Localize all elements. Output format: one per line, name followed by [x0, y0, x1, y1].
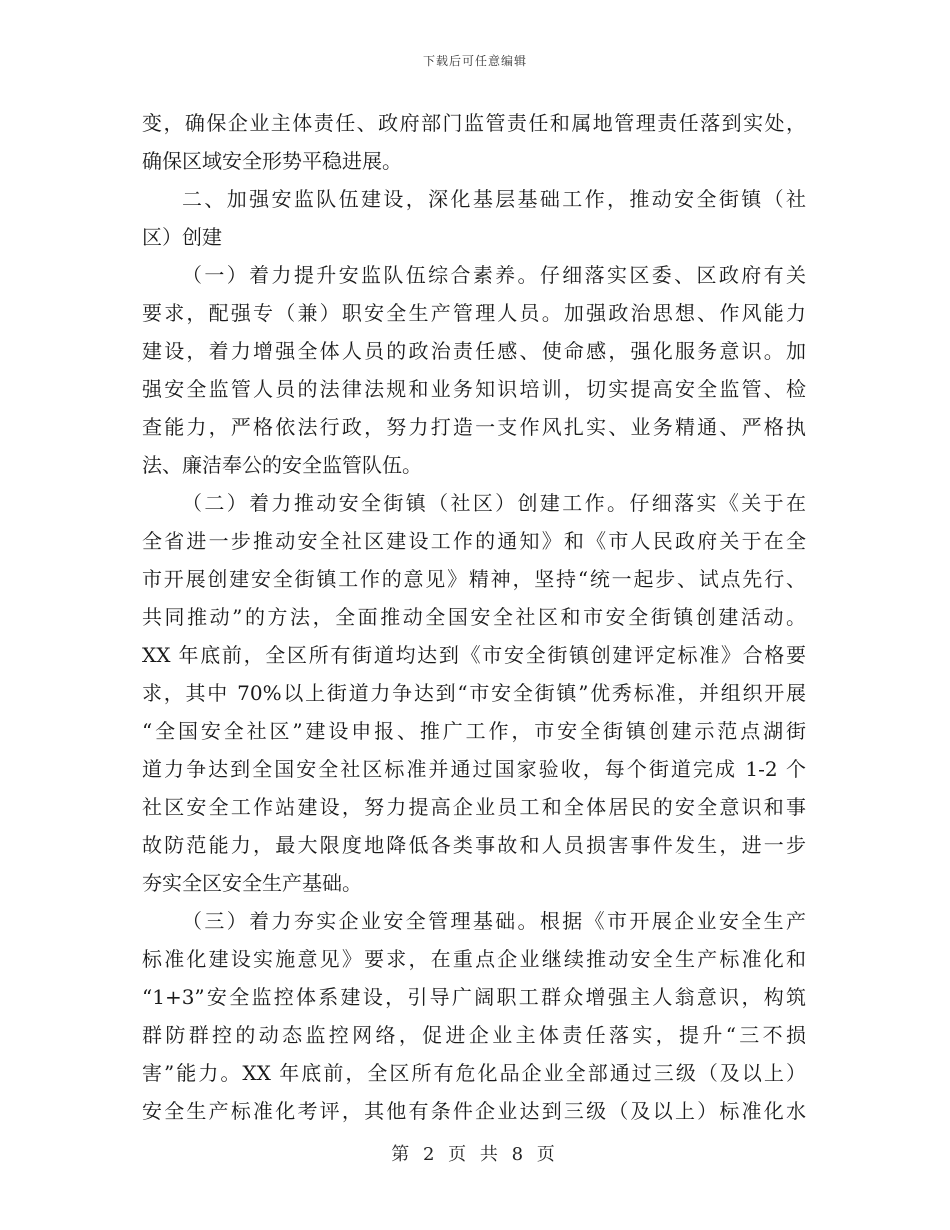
paragraph-line: 建设，着力增强全体人员的政治责任感、使命感，强化服务意识。加 — [142, 339, 806, 363]
paragraph-line: 标准化建设实施意见》要求，在重点企业继续推动安全生产标准化和 — [142, 947, 806, 971]
paragraph-line: （一）着力提升安监队伍综合素养。仔细落实区委、区政府有关 — [182, 263, 806, 287]
paragraph-line: 查能力，严格依法行政，努力打造一支作风扎实、业务精通、严格执 — [142, 415, 806, 439]
paragraph-line: 法、廉洁奉公的安全监管队伍。 — [142, 453, 422, 477]
paragraph — [142, 180, 806, 256]
paragraph-line: 安全生产标准化考评，其他有条件企业达到三级（及以上）标准化水 — [142, 1099, 806, 1123]
paragraph-line: 故防范能力，最大限度地降低各类事故和人员损害事件发生，进一步 — [142, 833, 806, 857]
document-body — [142, 104, 806, 1130]
paragraph-line: “全国安全社区”建设申报、推广工作，市安全街镇创建示范点湖街 — [142, 719, 806, 743]
paragraph-line: 共同推动”的方法，全面推动全国安全社区和市安全街镇创建活动。 — [142, 605, 806, 629]
paragraph-line: “1+3”安全监控体系建设，引导广阔职工群众增强主人翁意识，构筑 — [142, 985, 806, 1009]
paragraph — [142, 104, 806, 180]
paragraph — [142, 902, 806, 1130]
paragraph-line: （二）着力推动安全街镇（社区）创建工作。仔细落实《关于在 — [182, 491, 806, 515]
page-number-footer: 第 2 页 共 8 页 — [391, 1144, 559, 1165]
paragraph — [142, 484, 806, 902]
paragraph-line: 二、加强安监队伍建设，深化基层基础工作，推动安全街镇（社 — [182, 187, 806, 211]
page-header-note: 下载后可任意编辑 — [422, 54, 527, 68]
paragraph-line: 区）创建 — [142, 225, 222, 249]
paragraph-line: 全省进一步推动安全社区建设工作的通知》和《市人民政府关于在全 — [142, 529, 806, 553]
paragraph — [142, 256, 806, 484]
paragraph-line: 确保区域安全形势平稳进展。 — [142, 149, 402, 173]
paragraph-line: 强安全监管人员的法律法规和业务知识培训，切实提高安全监管、检 — [142, 377, 806, 401]
paragraph-line: 要求，配强专（兼）职安全生产管理人员。加强政治思想、作风能力 — [142, 301, 806, 325]
paragraph-line: 群防群控的动态监控网络，促进企业主体责任落实，提升“三不损 — [142, 1023, 806, 1047]
paragraph-line: 变，确保企业主体责任、政府部门监管责任和属地管理责任落到实处， — [142, 111, 806, 135]
paragraph-line: 求，其中 70%以上街道力争达到“市安全街镇”优秀标准，并组织开展 — [142, 681, 806, 705]
paragraph-line: 市开展创建安全街镇工作的意见》精神，坚持“统一起步、试点先行、 — [142, 567, 806, 591]
paragraph-line: （三）着力夯实企业安全管理基础。根据《市开展企业安全生产 — [182, 909, 806, 933]
paragraph-line: 夯实全区安全生产基础。 — [142, 871, 362, 895]
paragraph-line: 道力争达到全国安全社区标准并通过国家验收，每个街道完成 1-2 个 — [142, 757, 806, 781]
paragraph-line: 害”能力。XX 年底前，全区所有危化品企业全部通过三级（及以上） — [142, 1061, 806, 1085]
paragraph-line: XX 年底前，全区所有街道均达到《市安全街镇创建评定标准》合格要 — [142, 643, 806, 667]
paragraph-line: 社区安全工作站建设，努力提高企业员工和全体居民的安全意识和事 — [142, 795, 806, 819]
